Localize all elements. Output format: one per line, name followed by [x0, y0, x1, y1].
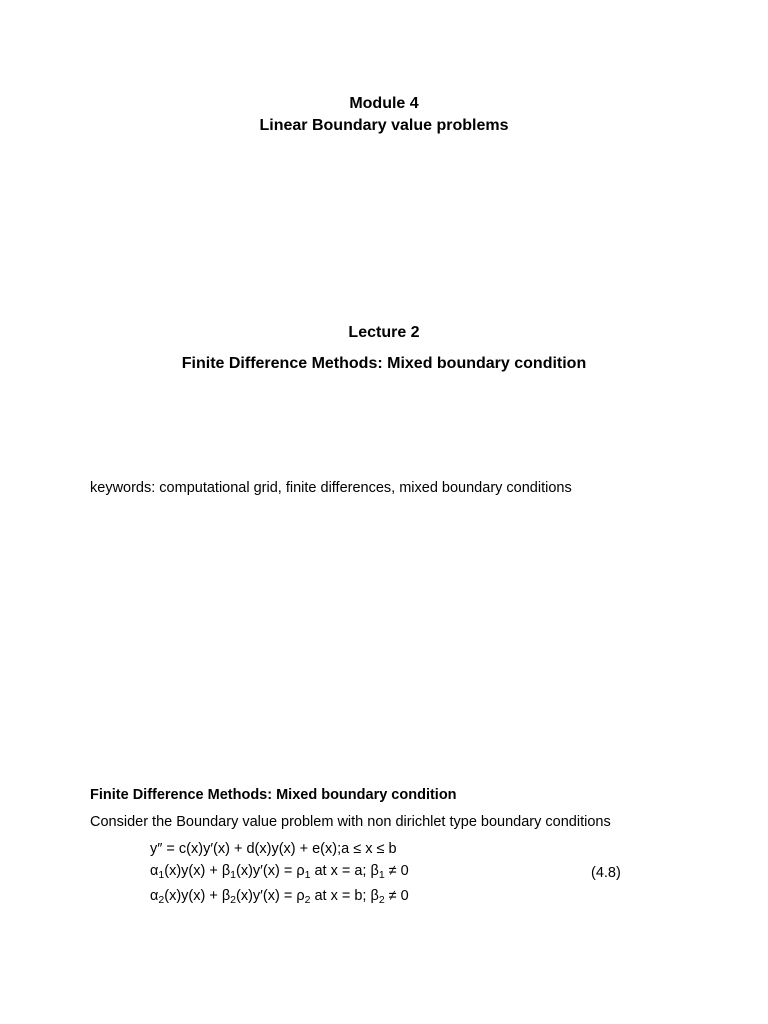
- section-intro: Consider the Boundary value problem with non dirichlet type boundary conditions: [90, 814, 611, 830]
- bc1-part3: at x = a; β: [310, 863, 379, 879]
- bc1-part2: (x)y′(x) = ρ: [236, 863, 305, 879]
- module-number: Module 4: [349, 95, 419, 112]
- bc1-sub-alpha: 1: [158, 869, 165, 881]
- module-title: Linear Boundary value problems: [259, 117, 509, 134]
- bc1-sub-beta-cond: 1: [378, 869, 385, 881]
- bc2-alpha: α: [150, 888, 159, 904]
- bc1-tail: ≠ 0: [384, 863, 409, 879]
- section-heading: Finite Difference Methods: Mixed boundary condition: [90, 787, 457, 803]
- bc2-sub-beta-cond: 2: [378, 894, 385, 906]
- bc1-sub-rho: 1: [304, 869, 311, 881]
- ode-equation: y″ = c(x)y′(x) + d(x)y(x) + e(x);a ≤ x ≤ b: [150, 841, 397, 857]
- boundary-condition-a: [150, 862, 409, 880]
- boundary-condition-b: [150, 887, 409, 905]
- bc2-tail: ≠ 0: [384, 888, 409, 904]
- lecture-number: Lecture 2: [348, 324, 420, 341]
- bc2-sub-rho: 2: [304, 894, 311, 906]
- bc1-alpha: α: [150, 863, 159, 879]
- keywords-line: keywords: computational grid, finite differences, mixed boundary conditions: [90, 480, 572, 496]
- equation-number: (4.8): [591, 865, 621, 881]
- bc2-part2: (x)y′(x) = ρ: [236, 888, 305, 904]
- bc2-sub-alpha: 2: [158, 894, 165, 906]
- bc2-part1: (x)y(x) + β: [164, 888, 231, 904]
- bc1-sub-beta: 1: [230, 869, 237, 881]
- lecture-title: Finite Difference Methods: Mixed boundary condition: [181, 355, 587, 372]
- bc2-part3: at x = b; β: [310, 888, 379, 904]
- bc1-part1: (x)y(x) + β: [164, 863, 231, 879]
- bc2-sub-beta: 2: [230, 894, 237, 906]
